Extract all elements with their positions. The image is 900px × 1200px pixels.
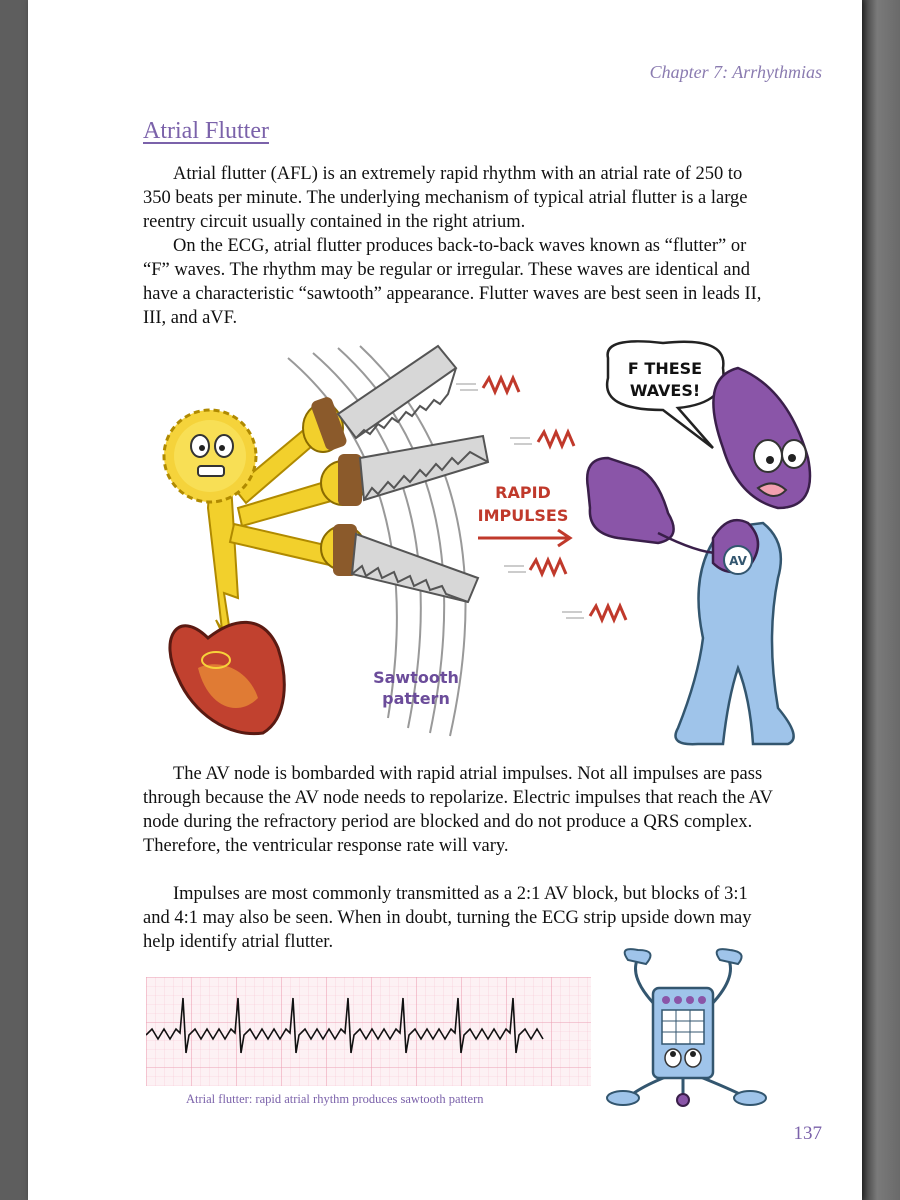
pattern-label: pattern xyxy=(382,689,450,708)
paragraph-4: Impulses are most commonly transmitted as a 2:1 AV block, but blocks of 3:1 and 4:1 may also be seen. When in doubt, turning the ECG strip upside down may help identify atrial flutter. xyxy=(143,884,752,952)
av-badge-text: AV xyxy=(729,554,747,568)
saw-1 xyxy=(310,346,456,452)
flutter-wave-4 xyxy=(590,606,626,620)
paragraph-1: Atrial flutter (AFL) is an extremely rapid rhythm with an atrial rate of 250 to 350 beats per minute. The underlying mechanism of typical atrial flutter is a large reentry circuit usually contained in the right atrium. xyxy=(143,164,748,232)
impulses-label: IMPULSES xyxy=(477,506,569,525)
arrow-right-icon xyxy=(478,530,570,546)
chapter-header: Chapter 7: Arrhythmias xyxy=(649,62,822,82)
paragraph-3: The AV node is bombarded with rapid atrial impulses. Not all impulses are pass through because the AV node needs to repolarize. Electric impulses that reach the AV node during the refractory period are blocked and do not produce a QRS complex. Therefore, the ventricular response rate will vary. xyxy=(143,764,773,856)
speech-line-1: F THESE xyxy=(627,359,703,378)
sawtooth-label: Sawtooth xyxy=(373,668,459,687)
book-page xyxy=(28,0,862,1200)
ecg-strip xyxy=(146,977,591,1086)
flutter-wave-1 xyxy=(483,378,519,392)
speech-line-2: WAVES! xyxy=(629,381,701,400)
upside-down-ecg-robot xyxy=(598,948,778,1108)
paragraph-2: On the ECG, atrial flutter produces back-to-back waves known as “flutter” or “F” waves. The rhythm may be regular or irregular. These waves are identical and have a characteristic “sawtooth” appearance. Flutter waves are best seen in leads II, III, and aVF. xyxy=(143,236,762,328)
saw-3 xyxy=(333,524,478,602)
rapid-label: RAPID xyxy=(495,483,551,502)
av-node-character xyxy=(587,368,810,744)
sun-character xyxy=(164,410,256,502)
saw-2 xyxy=(338,436,488,506)
section-title: Atrial Flutter xyxy=(143,118,269,144)
page-number: 137 xyxy=(793,1123,822,1144)
flutter-wave-3 xyxy=(530,560,566,574)
heart-icon xyxy=(170,622,284,733)
atrial-flutter-illustration xyxy=(138,338,858,758)
flutter-wave-2 xyxy=(538,432,574,446)
page-edge xyxy=(862,0,900,1200)
ecg-caption: Atrial flutter: rapid atrial rhythm produces sawtooth pattern xyxy=(186,1092,484,1106)
